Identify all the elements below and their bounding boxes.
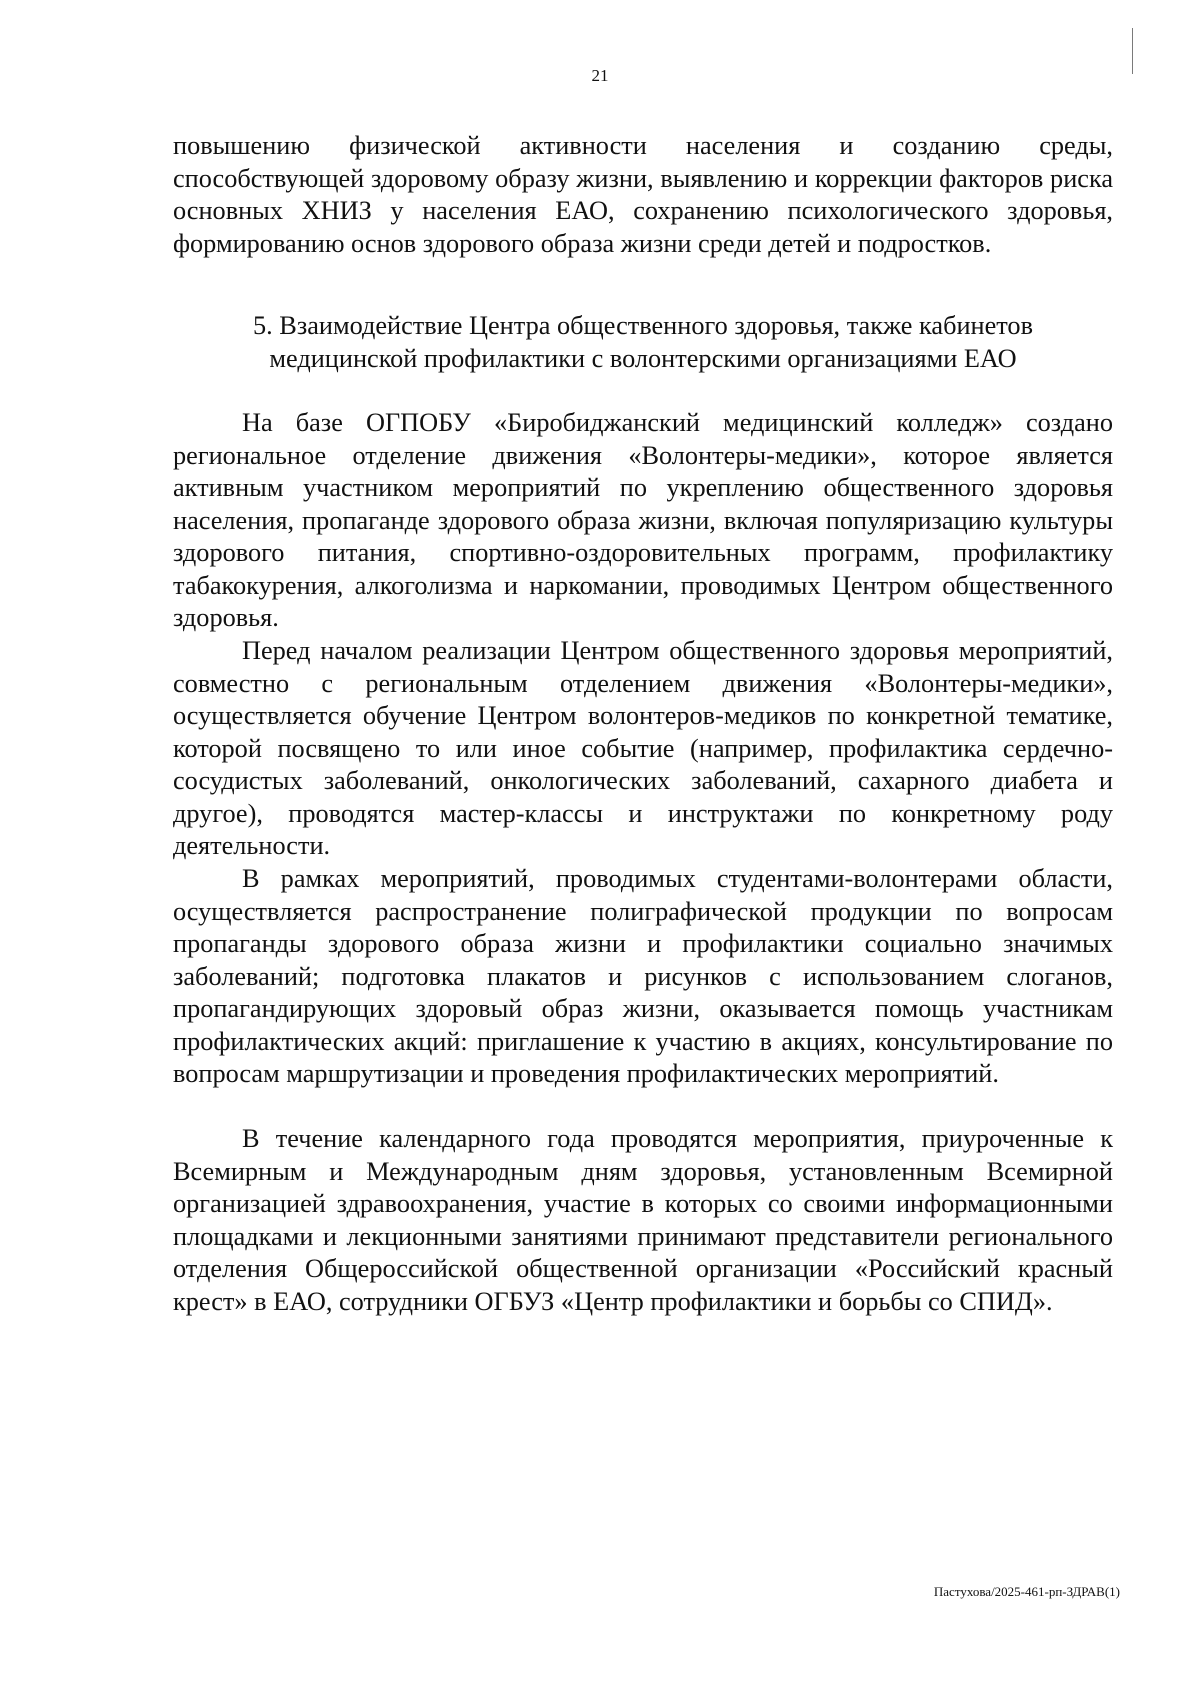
footer-document-reference: Пастухова/2025-461-рп-ЗДРАВ(1) [933, 1584, 1120, 1599]
section-heading-line-2: медицинской профилактики с волонтерскими организациями ЕАО [269, 343, 1017, 373]
paragraph-volunteer-branch: На базе ОГПОБУ «Биробиджанский медицинский колледж» создано региональное отделение движения «Волонтеры-медики», которое является активным участником мероприятий по укреплению общественного здоровья населения, пропаганде здорового образа жизни, включая популяризацию культуры здорового питания, спортивно-оздоровительных программ, профилактику табакокурения, алкоголизма и наркомании, проводимых Центром общественного здоровья. [173, 408, 1113, 632]
paragraph-health-days: В течение календарного года проводятся мероприятия, приуроченные к Всемирным и Международным дням здоровья, установленным Всемирной организацией здравоохранения, участие в которых со своими информационными площадками и лекционными занятиями принимают представители регионального отделения Общероссийской общественной организации «Российский красный крест» в ЕАО, сотрудники ОГБУЗ «Центр профилактики и борьбы со СПИД». [173, 1124, 1113, 1316]
intro-paragraph: повышению физической активности населения и созданию среды, способствующей здоровому образу жизни, выявлению и коррекции факторов риска основных ХНИЗ у населения ЕАО, сохранению психологического здоровья, формированию основ здорового образа жизни среди детей и подростков. [173, 131, 1113, 258]
section-heading-line-1: 5. Взаимодействие Центра общественного здоровья, также кабинетов [253, 311, 1033, 340]
page-number: 21 [591, 66, 609, 85]
paragraph-student-activities: В рамках мероприятий, проводимых студентами-волонтерами области, осуществляется распространение полиграфической продукции по вопросам пропаганды здорового образа жизни и профилактики социально значимых заболеваний; подготовка плакатов и рисунков с использованием слоганов, пропагандирующих здоровый образ жизни, оказывается помощь участникам профилактических акций: приглашение к участию в акциях, консультирование по вопросам маршрутизации и проведения профилактических мероприятий. [173, 864, 1113, 1088]
paragraph-training: Перед началом реализации Центром общественного здоровья мероприятий, совместно с региональным отделением движения «Волонтеры-медики», осуществляется обучение Центром волонтеров-медиков по конкретной тематике, которой посвящено то или иное событие (например, профилактика сердечно-сосудистых заболеваний, онкологических заболеваний, сахарного диабета и другое), проводятся мастер-классы и инструктажи по конкретному роду деятельности. [173, 636, 1113, 860]
section-heading [173, 310, 1113, 375]
